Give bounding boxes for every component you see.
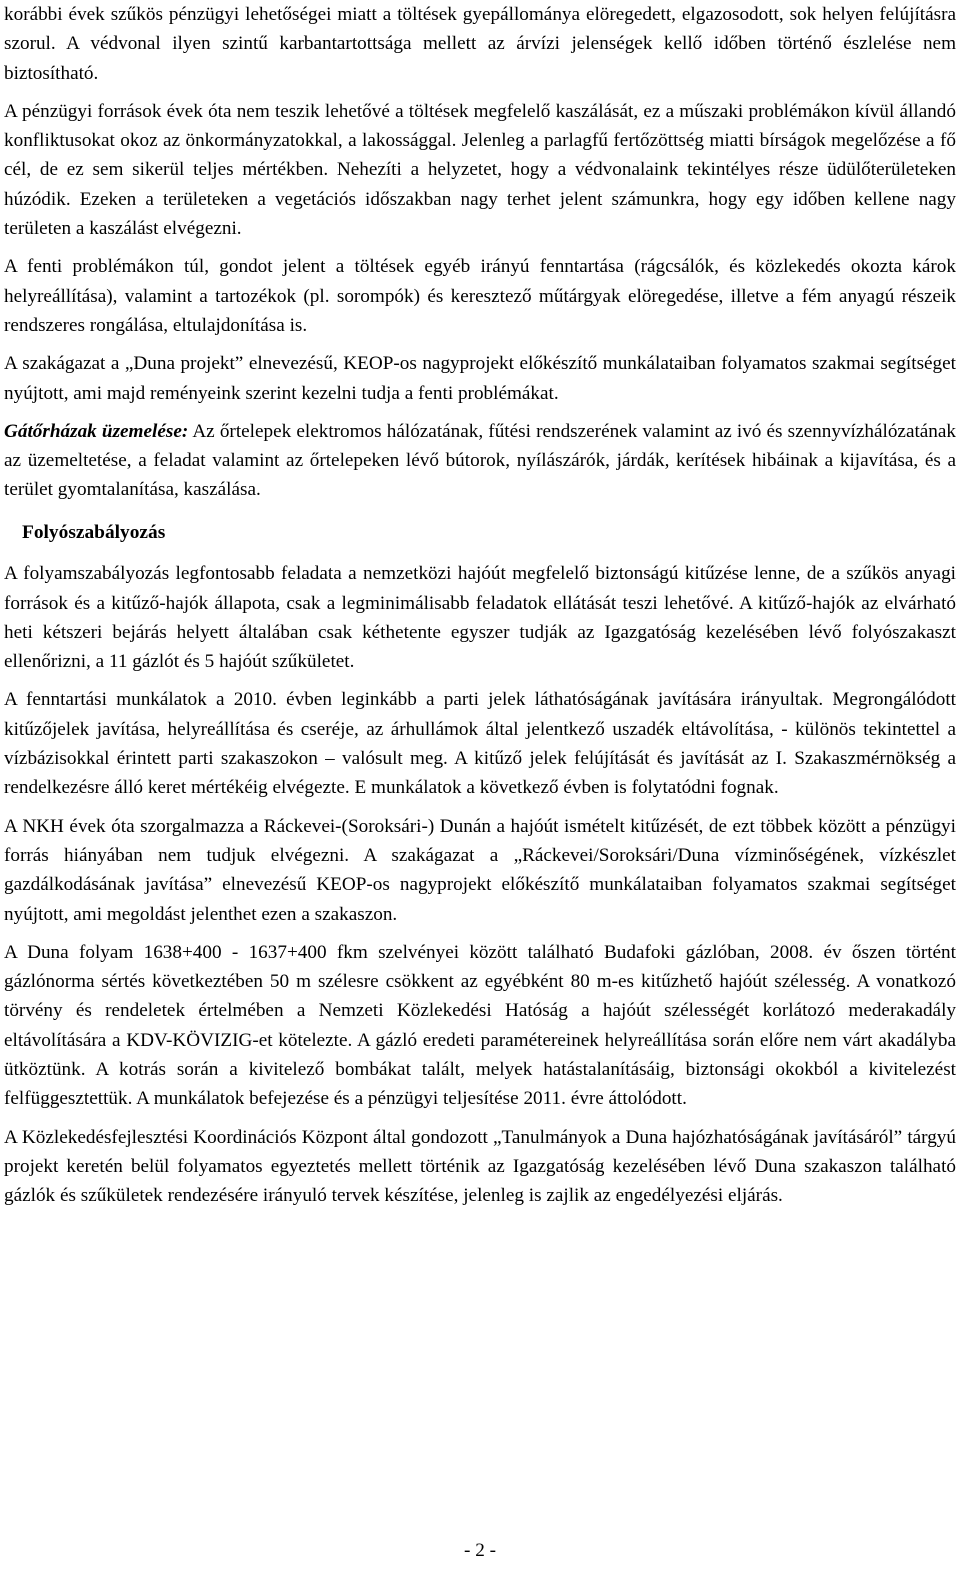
gatorhazak-label: Gátőrházak üzemelése: — [4, 420, 189, 442]
paragraph-kaszalas: A pénzügyi források évek óta nem teszik lehetővé a töltések megfelelő kaszálását, ez a műszaki problémákon kívül állandó konfliktusokat okoz az önkormányzatokkal, a lakossággal. Jelenleg a parlagfű fertőzöttség miatti bírságok megelőzése a fő cél, de ez sem sikerül teljes mértékben. Nehezíti a helyzetet, hogy a védvonalaink tekintélyes része üdülőterületeken húzódik. Ezeken a területeken a vegetációs időszakban nagy terhet jelent számunkra, hogy egy időben kellene nagy területen a kaszálást elvégezni. — [4, 100, 956, 240]
section-heading: Folyószabályozás — [22, 522, 166, 544]
paragraph-folyamszabalyozas: A folyamszabályozás legfontosabb feladata a nemzetközi hajóút megfelelő biztonságú kitűzése lenne, de a szűkös anyagi források és a kitűző-hajók állapota, csak a legminimálisabb feladatok ellátását teszi lehetővé. A kitűző-hajók az elvárható heti kétszeri bejárás helyett általában csak kéthetente egyszer tudják az Igazgatóság kezelésében lévő folyószakaszt ellenőrizni, a 11 gázlót és 5 hajóút szűkületet. — [4, 563, 956, 673]
gatorhazak-text: Az őrtelepek elektromos hálózatának, fűtési rendszerének valamint az ivó és szennyvízhálózatának az üzemeltetése, a feladat valamint az őrtelepeken lévő bútorok, nyílászárók, járdák, kerítések hibáinak a kijavítása, és a terület gyomtalanítása, kaszálása. — [4, 420, 957, 501]
paragraph-duna-projekt: A szakágazat a „Duna projekt” elnevezésű, KEOP-os nagyprojekt előkészítő munkálataiban folyamatos szakmai segítséget nyújtott, ami majd reményeink szerint kezelni tudja a fenti problémákat. — [4, 353, 956, 404]
paragraph-budafoki-gazlo: A Duna folyam 1638+400 - 1637+400 fkm szelvényei között található Budafoki gázlóban, 2008. év őszen történt gázlónorma sértés következtében 50 m szélesre csökkent az egyébként 80 m-es kitűzhető hajóút szélesség. A vonatkozó törvény és rendeletek értelmében a Nemzeti Közlekedési Hatóság a hajóút szélességét korlátozó mederakadály eltávolítására a KDV-KÖVIZIG-et kötelezte. A gázló eredeti paramétereinek helyreállítása során előre nem várt akadályba ütköztünk. A kotrás során a kivitelező bombákat talált, melyek hatástalanításáig, biztonsági okokból a kivitelezést felfüggesztettük. A munkálatok befejezése és a pénzügyi teljesítése 2011. évre áttolódott. — [4, 941, 956, 1110]
page-number: - 2 - — [464, 1540, 496, 1561]
paragraph-nkh: A NKH évek óta szorgalmazza a Ráckevei-(Soroksári-) Dunán a hajóút ismételt kitűzését, de ezt többek között a pénzügyi forrás hiányában nem tudjuk elvégezni. A szakágazat a „Ráckevei/Soroksári/Duna vízminőségének, vízkészlet gazdálkodásának javítása” elnevezésű KEOP-os nagyprojekt előkészítő munkálataiban folyamatos szakmai segítséget nyújtott, ami megoldást jelenthet ezen a szakaszon. — [4, 815, 956, 925]
paragraph-fenntartasi-munkalatok: A fenntartási munkálatok a 2010. évben leginkább a parti jelek láthatóságának javítására irányultak. Megrongálódott kitűzőjelek javítása, helyreállítása és cseréje, az árhullámok által jelentkező uszadék eltávolítása, - különös tekintettel a vízbázisokkal érintett parti szakaszokon – valósult meg. A kitűző jelek felújítását és javítását az I. Szakaszmérnökség a rendelkezésre álló keret mértékéig elvégezte. E munkálatok a következő évben is folytatódni fognak. — [4, 689, 956, 799]
paragraph-gyepallomany: korábbi évek szűkös pénzügyi lehetőségei miatt a töltések gyepállománya elöregedett, elgazosodott, sok helyen felújításra szorul. A védvonal ilyen szintű karbantartottsága mellett az árvízi jelenségek kellő időben történő észlelése nem biztosítható. — [4, 4, 956, 84]
paragraph-gatorhazak — [4, 417, 956, 505]
document-page — [4, 0, 956, 1219]
paragraph-kkk: A Közlekedésfejlesztési Koordinációs Központ által gondozott „Tanulmányok a Duna hajózhatóságának javításáról” tárgyú projekt keretén belül folyamatos egyeztetés mellett történik az Igazgatóság kezelésében lévő Duna szakaszon található gázlók és szűkületek rendezésére irányuló tervek készítése, jelenleg is zajlik az engedélyezési eljárás. — [4, 1126, 956, 1207]
paragraph-fenntartas: A fenti problémákon túl, gondot jelent a töltések egyéb irányú fenntartása (rágcsálók, és közlekedés okozta károk helyreállítása), valamint a tartozékok (pl. sorompók) és keresztező műtárgyak elöregedése, illetve a fém anyagú részeik rendszeres rongálása, eltulajdonítása is. — [4, 256, 956, 336]
